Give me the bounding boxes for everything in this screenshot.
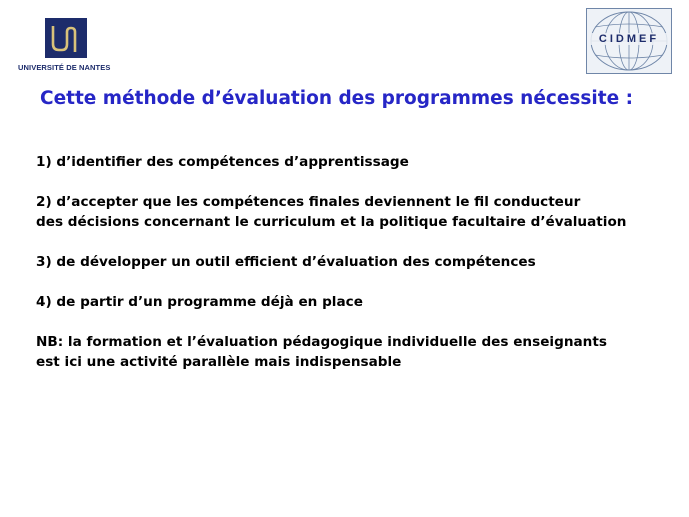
cidmef-logo	[586, 8, 672, 74]
list-item-line: 2) d’accepter que les compétences finales deviennent le fil conducteur	[36, 194, 581, 210]
list-item-4	[36, 292, 676, 312]
list-item-line: NB: la formation et l’évaluation pédagogique individuelle des enseignants	[36, 334, 607, 350]
list-item-2	[36, 192, 676, 232]
list-item-3	[36, 252, 676, 272]
list-item-line: 1) d’identifier des compétences d’apprentissage	[36, 154, 409, 170]
list-item-line: des décisions concernant le curriculum et la politique facultaire d’évaluation	[36, 214, 627, 230]
list-item-1	[36, 152, 676, 172]
page-title: Cette méthode d’évaluation des programmes nécessite :	[40, 88, 633, 109]
body-list	[36, 152, 676, 392]
universite-nantes-caption: UNIVERSITÉ DE NANTES	[18, 63, 111, 72]
note-item	[36, 332, 676, 372]
universite-nantes-mark-icon	[45, 18, 87, 58]
universite-nantes-logo	[18, 18, 118, 76]
list-item-line: 3) de développer un outil efficient d’évaluation des compétences	[36, 254, 536, 270]
cidmef-text: CIDMEF	[587, 33, 671, 45]
list-item-line: est ici une activité parallèle mais indispensable	[36, 354, 402, 370]
list-item-line: 4) de partir d’un programme déjà en place	[36, 294, 363, 310]
